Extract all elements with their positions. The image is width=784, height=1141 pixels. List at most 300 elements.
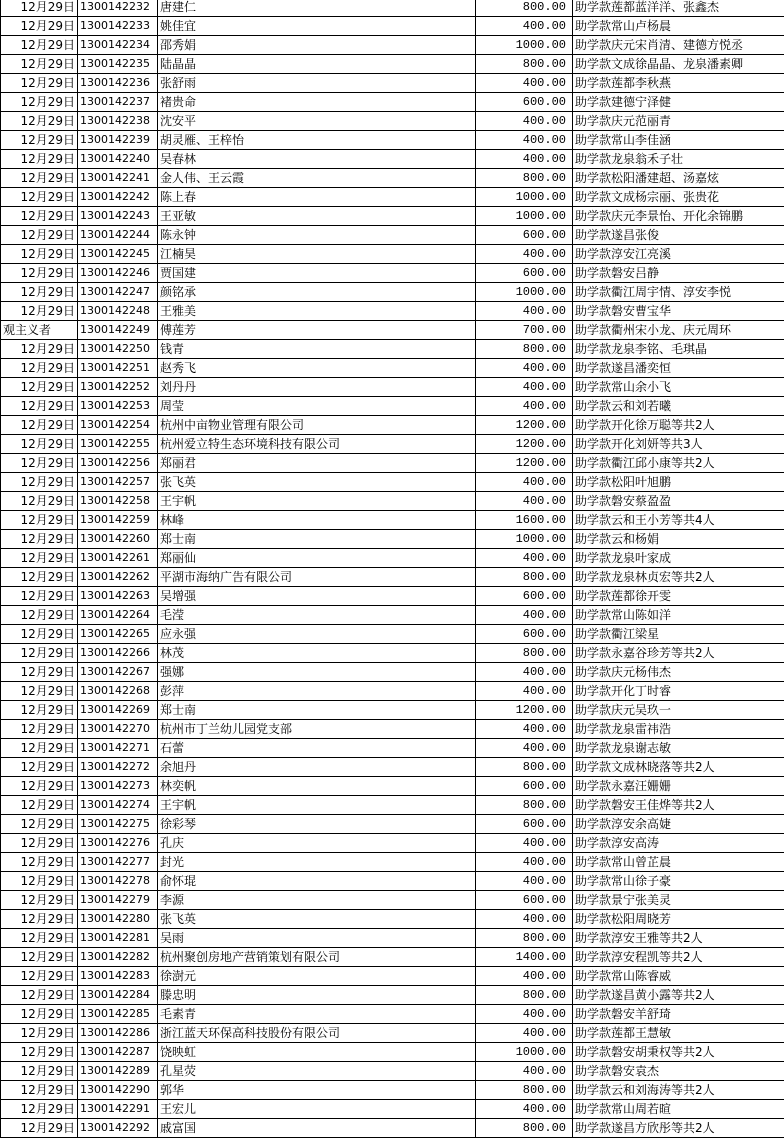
table-row[interactable] [1,910,784,929]
amount-cell[interactable]: 600.00 [476,587,573,606]
donor-name-cell[interactable]: 戚富国 [158,1119,476,1138]
date-cell[interactable]: 12月29日 [1,302,78,321]
amount-cell[interactable]: 800.00 [476,340,573,359]
voucher-number-cell[interactable]: 1300142242 [78,188,158,207]
date-cell[interactable]: 12月29日 [1,226,78,245]
donor-name-cell[interactable]: 陆晶晶 [158,55,476,74]
date-cell[interactable]: 12月29日 [1,530,78,549]
table-row[interactable] [1,872,784,891]
amount-cell[interactable]: 800.00 [476,0,573,17]
table-row[interactable] [1,378,784,397]
purpose-cell[interactable]: 助学款开化徐万聪等共2人 [573,416,784,435]
purpose-cell[interactable]: 助学款磐安羊舒琦 [573,1005,784,1024]
amount-cell[interactable]: 600.00 [476,93,573,112]
amount-cell[interactable]: 400.00 [476,1005,573,1024]
table-row[interactable] [1,986,784,1005]
donor-name-cell[interactable]: 沈安平 [158,112,476,131]
date-cell[interactable]: 12月29日 [1,948,78,967]
table-row[interactable] [1,283,784,302]
donor-name-cell[interactable]: 赵秀飞 [158,359,476,378]
voucher-number-cell[interactable]: 1300142259 [78,511,158,530]
purpose-cell[interactable]: 助学款磐安曹宝华 [573,302,784,321]
table-row[interactable] [1,853,784,872]
date-cell[interactable]: 12月29日 [1,910,78,929]
date-cell[interactable]: 12月29日 [1,340,78,359]
date-cell[interactable]: 12月29日 [1,872,78,891]
voucher-number-cell[interactable]: 1300142266 [78,644,158,663]
voucher-number-cell[interactable]: 1300142276 [78,834,158,853]
amount-cell[interactable]: 800.00 [476,796,573,815]
table-row[interactable] [1,758,784,777]
table-row[interactable] [1,302,784,321]
voucher-number-cell[interactable]: 1300142246 [78,264,158,283]
purpose-cell[interactable]: 助学款莲都李秋燕 [573,74,784,93]
table-row[interactable] [1,777,784,796]
date-cell[interactable]: 12月29日 [1,606,78,625]
voucher-number-cell[interactable]: 1300142252 [78,378,158,397]
date-cell[interactable]: 12月29日 [1,986,78,1005]
table-row[interactable] [1,815,784,834]
date-cell[interactable]: 12月29日 [1,435,78,454]
amount-cell[interactable]: 400.00 [476,663,573,682]
date-cell[interactable]: 12月29日 [1,511,78,530]
voucher-number-cell[interactable]: 1300142281 [78,929,158,948]
amount-cell[interactable]: 400.00 [476,834,573,853]
amount-cell[interactable]: 400.00 [476,150,573,169]
amount-cell[interactable]: 400.00 [476,872,573,891]
amount-cell[interactable]: 800.00 [476,55,573,74]
voucher-number-cell[interactable]: 1300142290 [78,1081,158,1100]
purpose-cell[interactable]: 助学款常山李佳涵 [573,131,784,150]
date-cell[interactable]: 12月29日 [1,36,78,55]
table-row[interactable] [1,245,784,264]
donor-name-cell[interactable]: 王宇帆 [158,796,476,815]
donor-name-cell[interactable]: 吴雨 [158,929,476,948]
amount-cell[interactable]: 600.00 [476,625,573,644]
date-cell[interactable]: 12月29日 [1,587,78,606]
purpose-cell[interactable]: 助学款遂昌潘奕恒 [573,359,784,378]
amount-cell[interactable]: 400.00 [476,17,573,36]
table-row[interactable] [1,530,784,549]
voucher-number-cell[interactable]: 1300142271 [78,739,158,758]
purpose-cell[interactable]: 助学款文成杨宗丽、张贵花 [573,188,784,207]
purpose-cell[interactable]: 助学款常山卢杨晨 [573,17,784,36]
voucher-number-cell[interactable]: 1300142261 [78,549,158,568]
amount-cell[interactable]: 1000.00 [476,1043,573,1062]
donor-name-cell[interactable]: 徐澍元 [158,967,476,986]
donor-name-cell[interactable]: 杭州市丁兰幼儿园党支部 [158,720,476,739]
purpose-cell[interactable]: 助学款龙泉叶家成 [573,549,784,568]
voucher-number-cell[interactable]: 1300142264 [78,606,158,625]
purpose-cell[interactable]: 助学款淳安江亮溪 [573,245,784,264]
table-row[interactable] [1,454,784,473]
donor-name-cell[interactable]: 张飞英 [158,910,476,929]
date-cell[interactable]: 12月29日 [1,568,78,587]
date-cell[interactable]: 12月29日 [1,758,78,777]
date-cell[interactable]: 12月29日 [1,1100,78,1119]
table-row[interactable] [1,17,784,36]
purpose-cell[interactable]: 助学款遂昌方欣彤等共2人 [573,1119,784,1138]
purpose-cell[interactable]: 助学款开化刘妍等共3人 [573,435,784,454]
donor-name-cell[interactable]: 郑士南 [158,701,476,720]
table-row[interactable] [1,891,784,910]
purpose-cell[interactable]: 助学款龙泉谢志敏 [573,739,784,758]
voucher-number-cell[interactable]: 1300142285 [78,1005,158,1024]
table-row[interactable] [1,397,784,416]
donor-name-cell[interactable]: 滕忠明 [158,986,476,1005]
table-row[interactable] [1,1005,784,1024]
donor-name-cell[interactable]: 应永强 [158,625,476,644]
amount-cell[interactable]: 800.00 [476,929,573,948]
purpose-cell[interactable]: 助学款淳安高涛 [573,834,784,853]
voucher-number-cell[interactable]: 1300142243 [78,207,158,226]
table-row[interactable] [1,169,784,188]
amount-cell[interactable]: 1000.00 [476,207,573,226]
amount-cell[interactable]: 800.00 [476,986,573,1005]
purpose-cell[interactable]: 助学款庆元李景怡、开化余锦鹏 [573,207,784,226]
donor-name-cell[interactable]: 邵秀娟 [158,36,476,55]
date-cell[interactable]: 12月29日 [1,701,78,720]
date-cell[interactable]: 12月29日 [1,625,78,644]
amount-cell[interactable]: 800.00 [476,758,573,777]
purpose-cell[interactable]: 助学款莲都蓝洋洋、张鑫杰 [573,0,784,17]
amount-cell[interactable]: 800.00 [476,169,573,188]
table-row[interactable] [1,663,784,682]
donor-name-cell[interactable]: 杭州爱立特生态环境科技有限公司 [158,435,476,454]
amount-cell[interactable]: 1000.00 [476,36,573,55]
date-cell[interactable]: 12月29日 [1,473,78,492]
purpose-cell[interactable]: 助学款磐安王佳烨等共2人 [573,796,784,815]
amount-cell[interactable]: 600.00 [476,777,573,796]
amount-cell[interactable]: 1200.00 [476,435,573,454]
table-row[interactable] [1,967,784,986]
voucher-number-cell[interactable]: 1300142237 [78,93,158,112]
table-row[interactable] [1,435,784,454]
purpose-cell[interactable]: 助学款淳安王雅等共2人 [573,929,784,948]
purpose-cell[interactable]: 助学款莲都王慧敏 [573,1024,784,1043]
amount-cell[interactable]: 400.00 [476,245,573,264]
donor-name-cell[interactable]: 唐建仁 [158,0,476,17]
donor-name-cell[interactable]: 江楠昊 [158,245,476,264]
voucher-number-cell[interactable]: 1300142269 [78,701,158,720]
date-cell[interactable]: 12月29日 [1,416,78,435]
voucher-number-cell[interactable]: 1300142244 [78,226,158,245]
amount-cell[interactable]: 400.00 [476,397,573,416]
donor-name-cell[interactable]: 胡灵雁、王梓怡 [158,131,476,150]
date-cell[interactable]: 12月29日 [1,1062,78,1081]
purpose-cell[interactable]: 助学款衢江邱小康等共2人 [573,454,784,473]
voucher-number-cell[interactable]: 1300142257 [78,473,158,492]
voucher-number-cell[interactable]: 1300142239 [78,131,158,150]
purpose-cell[interactable]: 助学款磐安蔡盈盈 [573,492,784,511]
purpose-cell[interactable]: 助学款龙泉翁禾子壮 [573,150,784,169]
donor-name-cell[interactable]: 毛素青 [158,1005,476,1024]
purpose-cell[interactable]: 助学款常山周若暄 [573,1100,784,1119]
table-row[interactable] [1,74,784,93]
date-cell[interactable]: 12月29日 [1,853,78,872]
donor-name-cell[interactable]: 林峰 [158,511,476,530]
date-cell[interactable]: 12月29日 [1,378,78,397]
donor-name-cell[interactable]: 徐彩琴 [158,815,476,834]
voucher-number-cell[interactable]: 1300142289 [78,1062,158,1081]
purpose-cell[interactable]: 助学款景宁张美灵 [573,891,784,910]
donor-name-cell[interactable]: 杭州中亩物业管理有限公司 [158,416,476,435]
amount-cell[interactable]: 400.00 [476,473,573,492]
purpose-cell[interactable]: 助学款庆元宋肖清、建德方悦丞 [573,36,784,55]
table-row[interactable] [1,1043,784,1062]
voucher-number-cell[interactable]: 1300142256 [78,454,158,473]
voucher-number-cell[interactable]: 1300142233 [78,17,158,36]
table-row[interactable] [1,188,784,207]
date-cell[interactable]: 12月29日 [1,207,78,226]
amount-cell[interactable]: 1200.00 [476,416,573,435]
voucher-number-cell[interactable]: 1300142286 [78,1024,158,1043]
donor-name-cell[interactable]: 张舒雨 [158,74,476,93]
voucher-number-cell[interactable]: 1300142241 [78,169,158,188]
voucher-number-cell[interactable]: 1300142284 [78,986,158,1005]
voucher-number-cell[interactable]: 1300142235 [78,55,158,74]
voucher-number-cell[interactable]: 1300142260 [78,530,158,549]
amount-cell[interactable]: 400.00 [476,378,573,397]
donor-name-cell[interactable]: 姚佳宜 [158,17,476,36]
purpose-cell[interactable]: 助学款遂昌张俊 [573,226,784,245]
amount-cell[interactable]: 1200.00 [476,701,573,720]
donor-name-cell[interactable]: 王宏儿 [158,1100,476,1119]
date-cell[interactable]: 12月29日 [1,55,78,74]
amount-cell[interactable]: 700.00 [476,321,573,340]
purpose-cell[interactable]: 助学款永嘉谷珍芳等共2人 [573,644,784,663]
donor-name-cell[interactable]: 金人伟、王云霞 [158,169,476,188]
amount-cell[interactable]: 600.00 [476,264,573,283]
table-row[interactable] [1,359,784,378]
date-cell[interactable]: 12月29日 [1,169,78,188]
amount-cell[interactable]: 800.00 [476,644,573,663]
amount-cell[interactable]: 1000.00 [476,188,573,207]
voucher-number-cell[interactable]: 1300142250 [78,340,158,359]
amount-cell[interactable]: 400.00 [476,606,573,625]
date-cell[interactable]: 12月29日 [1,644,78,663]
date-cell[interactable]: 12月29日 [1,777,78,796]
table-row[interactable] [1,207,784,226]
purpose-cell[interactable]: 助学款常山徐子豪 [573,872,784,891]
table-row[interactable] [1,568,784,587]
table-row[interactable] [1,625,784,644]
voucher-number-cell[interactable]: 1300142265 [78,625,158,644]
voucher-number-cell[interactable]: 1300142268 [78,682,158,701]
purpose-cell[interactable]: 助学款永嘉汪姗姗 [573,777,784,796]
amount-cell[interactable]: 600.00 [476,891,573,910]
table-row[interactable] [1,473,784,492]
amount-cell[interactable]: 400.00 [476,302,573,321]
donor-name-cell[interactable]: 吴春林 [158,150,476,169]
date-cell[interactable]: 12月29日 [1,188,78,207]
voucher-number-cell[interactable]: 1300142234 [78,36,158,55]
voucher-number-cell[interactable]: 1300142247 [78,283,158,302]
donor-name-cell[interactable]: 褚贵命 [158,93,476,112]
purpose-cell[interactable]: 助学款磐安吕静 [573,264,784,283]
table-row[interactable] [1,834,784,853]
donor-name-cell[interactable]: 王宇帆 [158,492,476,511]
table-row[interactable] [1,226,784,245]
purpose-cell[interactable]: 助学款庆元范丽青 [573,112,784,131]
donor-name-cell[interactable]: 周莹 [158,397,476,416]
donor-name-cell[interactable]: 陈上春 [158,188,476,207]
purpose-cell[interactable]: 助学款衢州宋小龙、庆元周环 [573,321,784,340]
date-cell[interactable]: 12月29日 [1,1081,78,1100]
purpose-cell[interactable]: 助学款庆元杨伟杰 [573,663,784,682]
amount-cell[interactable]: 400.00 [476,1024,573,1043]
date-cell[interactable]: 12月29日 [1,967,78,986]
table-row[interactable] [1,1062,784,1081]
table-row[interactable] [1,1024,784,1043]
table-row[interactable] [1,131,784,150]
purpose-cell[interactable]: 助学款文成徐晶晶、龙泉潘素卿 [573,55,784,74]
date-cell[interactable]: 12月29日 [1,283,78,302]
table-row[interactable] [1,36,784,55]
table-row[interactable] [1,796,784,815]
voucher-number-cell[interactable]: 1300142267 [78,663,158,682]
voucher-number-cell[interactable]: 1300142279 [78,891,158,910]
table-row[interactable] [1,264,784,283]
voucher-number-cell[interactable]: 1300142253 [78,397,158,416]
voucher-number-cell[interactable]: 1300142248 [78,302,158,321]
purpose-cell[interactable]: 助学款云和杨娟 [573,530,784,549]
voucher-number-cell[interactable]: 1300142291 [78,1100,158,1119]
voucher-number-cell[interactable]: 1300142255 [78,435,158,454]
amount-cell[interactable]: 400.00 [476,131,573,150]
date-cell[interactable]: 12月29日 [1,1005,78,1024]
donor-name-cell[interactable]: 毛滢 [158,606,476,625]
donor-name-cell[interactable]: 李源 [158,891,476,910]
table-row[interactable] [1,948,784,967]
donor-name-cell[interactable]: 浙江蓝天环保高科技股份有限公司 [158,1024,476,1043]
date-cell[interactable]: 12月29日 [1,397,78,416]
table-row[interactable] [1,321,784,340]
table-row[interactable] [1,416,784,435]
date-cell[interactable]: 12月29日 [1,93,78,112]
date-cell[interactable]: 12月29日 [1,682,78,701]
purpose-cell[interactable]: 助学款常山陈如洋 [573,606,784,625]
donor-name-cell[interactable]: 林奕帆 [158,777,476,796]
purpose-cell[interactable]: 助学款遂昌黄小露等共2人 [573,986,784,1005]
donor-name-cell[interactable]: 平湖市海纳广告有限公司 [158,568,476,587]
amount-cell[interactable]: 1400.00 [476,948,573,967]
donor-name-cell[interactable]: 陈永钟 [158,226,476,245]
voucher-number-cell[interactable]: 1300142292 [78,1119,158,1138]
date-cell[interactable]: 12月29日 [1,834,78,853]
table-row[interactable] [1,682,784,701]
donor-name-cell[interactable]: 吴增强 [158,587,476,606]
amount-cell[interactable]: 400.00 [476,1062,573,1081]
donor-name-cell[interactable]: 彭萍 [158,682,476,701]
donor-name-cell[interactable]: 石蕾 [158,739,476,758]
amount-cell[interactable]: 400.00 [476,967,573,986]
voucher-number-cell[interactable]: 1300142238 [78,112,158,131]
date-cell[interactable]: 12月29日 [1,245,78,264]
date-cell[interactable]: 12月29日 [1,454,78,473]
amount-cell[interactable]: 1000.00 [476,283,573,302]
donor-name-cell[interactable]: 郑士南 [158,530,476,549]
purpose-cell[interactable]: 助学款常山陈睿威 [573,967,784,986]
amount-cell[interactable]: 600.00 [476,815,573,834]
purpose-cell[interactable]: 助学款淳安程凯等共2人 [573,948,784,967]
amount-cell[interactable]: 400.00 [476,853,573,872]
donor-name-cell[interactable]: 余旭丹 [158,758,476,777]
table-row[interactable] [1,112,784,131]
date-cell[interactable]: 12月29日 [1,1119,78,1138]
donor-name-cell[interactable]: 杭州聚创房地产营销策划有限公司 [158,948,476,967]
table-row[interactable] [1,549,784,568]
voucher-number-cell[interactable]: 1300142258 [78,492,158,511]
donor-name-cell[interactable]: 钱青 [158,340,476,359]
voucher-number-cell[interactable]: 1300142282 [78,948,158,967]
table-row[interactable] [1,1100,784,1119]
date-cell[interactable]: 12月29日 [1,359,78,378]
table-row[interactable] [1,511,784,530]
voucher-number-cell[interactable]: 1300142249 [78,321,158,340]
date-cell[interactable]: 12月29日 [1,891,78,910]
donor-name-cell[interactable]: 俞怀琨 [158,872,476,891]
amount-cell[interactable]: 600.00 [476,226,573,245]
table-row[interactable] [1,720,784,739]
donor-name-cell[interactable]: 孔星荧 [158,1062,476,1081]
amount-cell[interactable]: 400.00 [476,682,573,701]
table-row[interactable] [1,587,784,606]
donor-name-cell[interactable]: 王亚敏 [158,207,476,226]
purpose-cell[interactable]: 助学款庆元吴玖一 [573,701,784,720]
table-row[interactable] [1,150,784,169]
donor-name-cell[interactable]: 郑丽君 [158,454,476,473]
date-cell[interactable]: 12月29日 [1,1024,78,1043]
purpose-cell[interactable]: 助学款松阳叶旭鹏 [573,473,784,492]
amount-cell[interactable]: 1600.00 [476,511,573,530]
donor-name-cell[interactable]: 刘丹丹 [158,378,476,397]
date-cell[interactable]: 12月29日 [1,17,78,36]
purpose-cell[interactable]: 助学款龙泉雷祎浩 [573,720,784,739]
voucher-number-cell[interactable]: 1300142275 [78,815,158,834]
donor-name-cell[interactable]: 郭华 [158,1081,476,1100]
table-row[interactable] [1,492,784,511]
amount-cell[interactable]: 800.00 [476,568,573,587]
date-cell[interactable]: 12月29日 [1,492,78,511]
table-row[interactable] [1,340,784,359]
date-cell[interactable]: 12月29日 [1,1043,78,1062]
date-cell[interactable]: 12月29日 [1,549,78,568]
date-cell[interactable]: 12月29日 [1,74,78,93]
purpose-cell[interactable]: 助学款云和刘若曦 [573,397,784,416]
amount-cell[interactable]: 400.00 [476,492,573,511]
voucher-number-cell[interactable]: 1300142232 [78,0,158,17]
amount-cell[interactable]: 400.00 [476,112,573,131]
purpose-cell[interactable]: 助学款常山余小飞 [573,378,784,397]
voucher-number-cell[interactable]: 1300142236 [78,74,158,93]
voucher-number-cell[interactable]: 1300142274 [78,796,158,815]
amount-cell[interactable]: 800.00 [476,1081,573,1100]
voucher-number-cell[interactable]: 1300142277 [78,853,158,872]
amount-cell[interactable]: 400.00 [476,720,573,739]
purpose-cell[interactable]: 助学款磐安胡秉权等共2人 [573,1043,784,1062]
purpose-cell[interactable]: 助学款云和王小芳等共4人 [573,511,784,530]
date-cell[interactable]: 12月29日 [1,150,78,169]
table-row[interactable] [1,606,784,625]
voucher-number-cell[interactable]: 1300142280 [78,910,158,929]
donor-name-cell[interactable]: 颜铭承 [158,283,476,302]
date-cell[interactable]: 12月29日 [1,815,78,834]
table-row[interactable] [1,1119,784,1138]
donor-name-cell[interactable]: 郑丽仙 [158,549,476,568]
purpose-cell[interactable]: 助学款龙泉林贞宏等共2人 [573,568,784,587]
voucher-number-cell[interactable]: 1300142272 [78,758,158,777]
